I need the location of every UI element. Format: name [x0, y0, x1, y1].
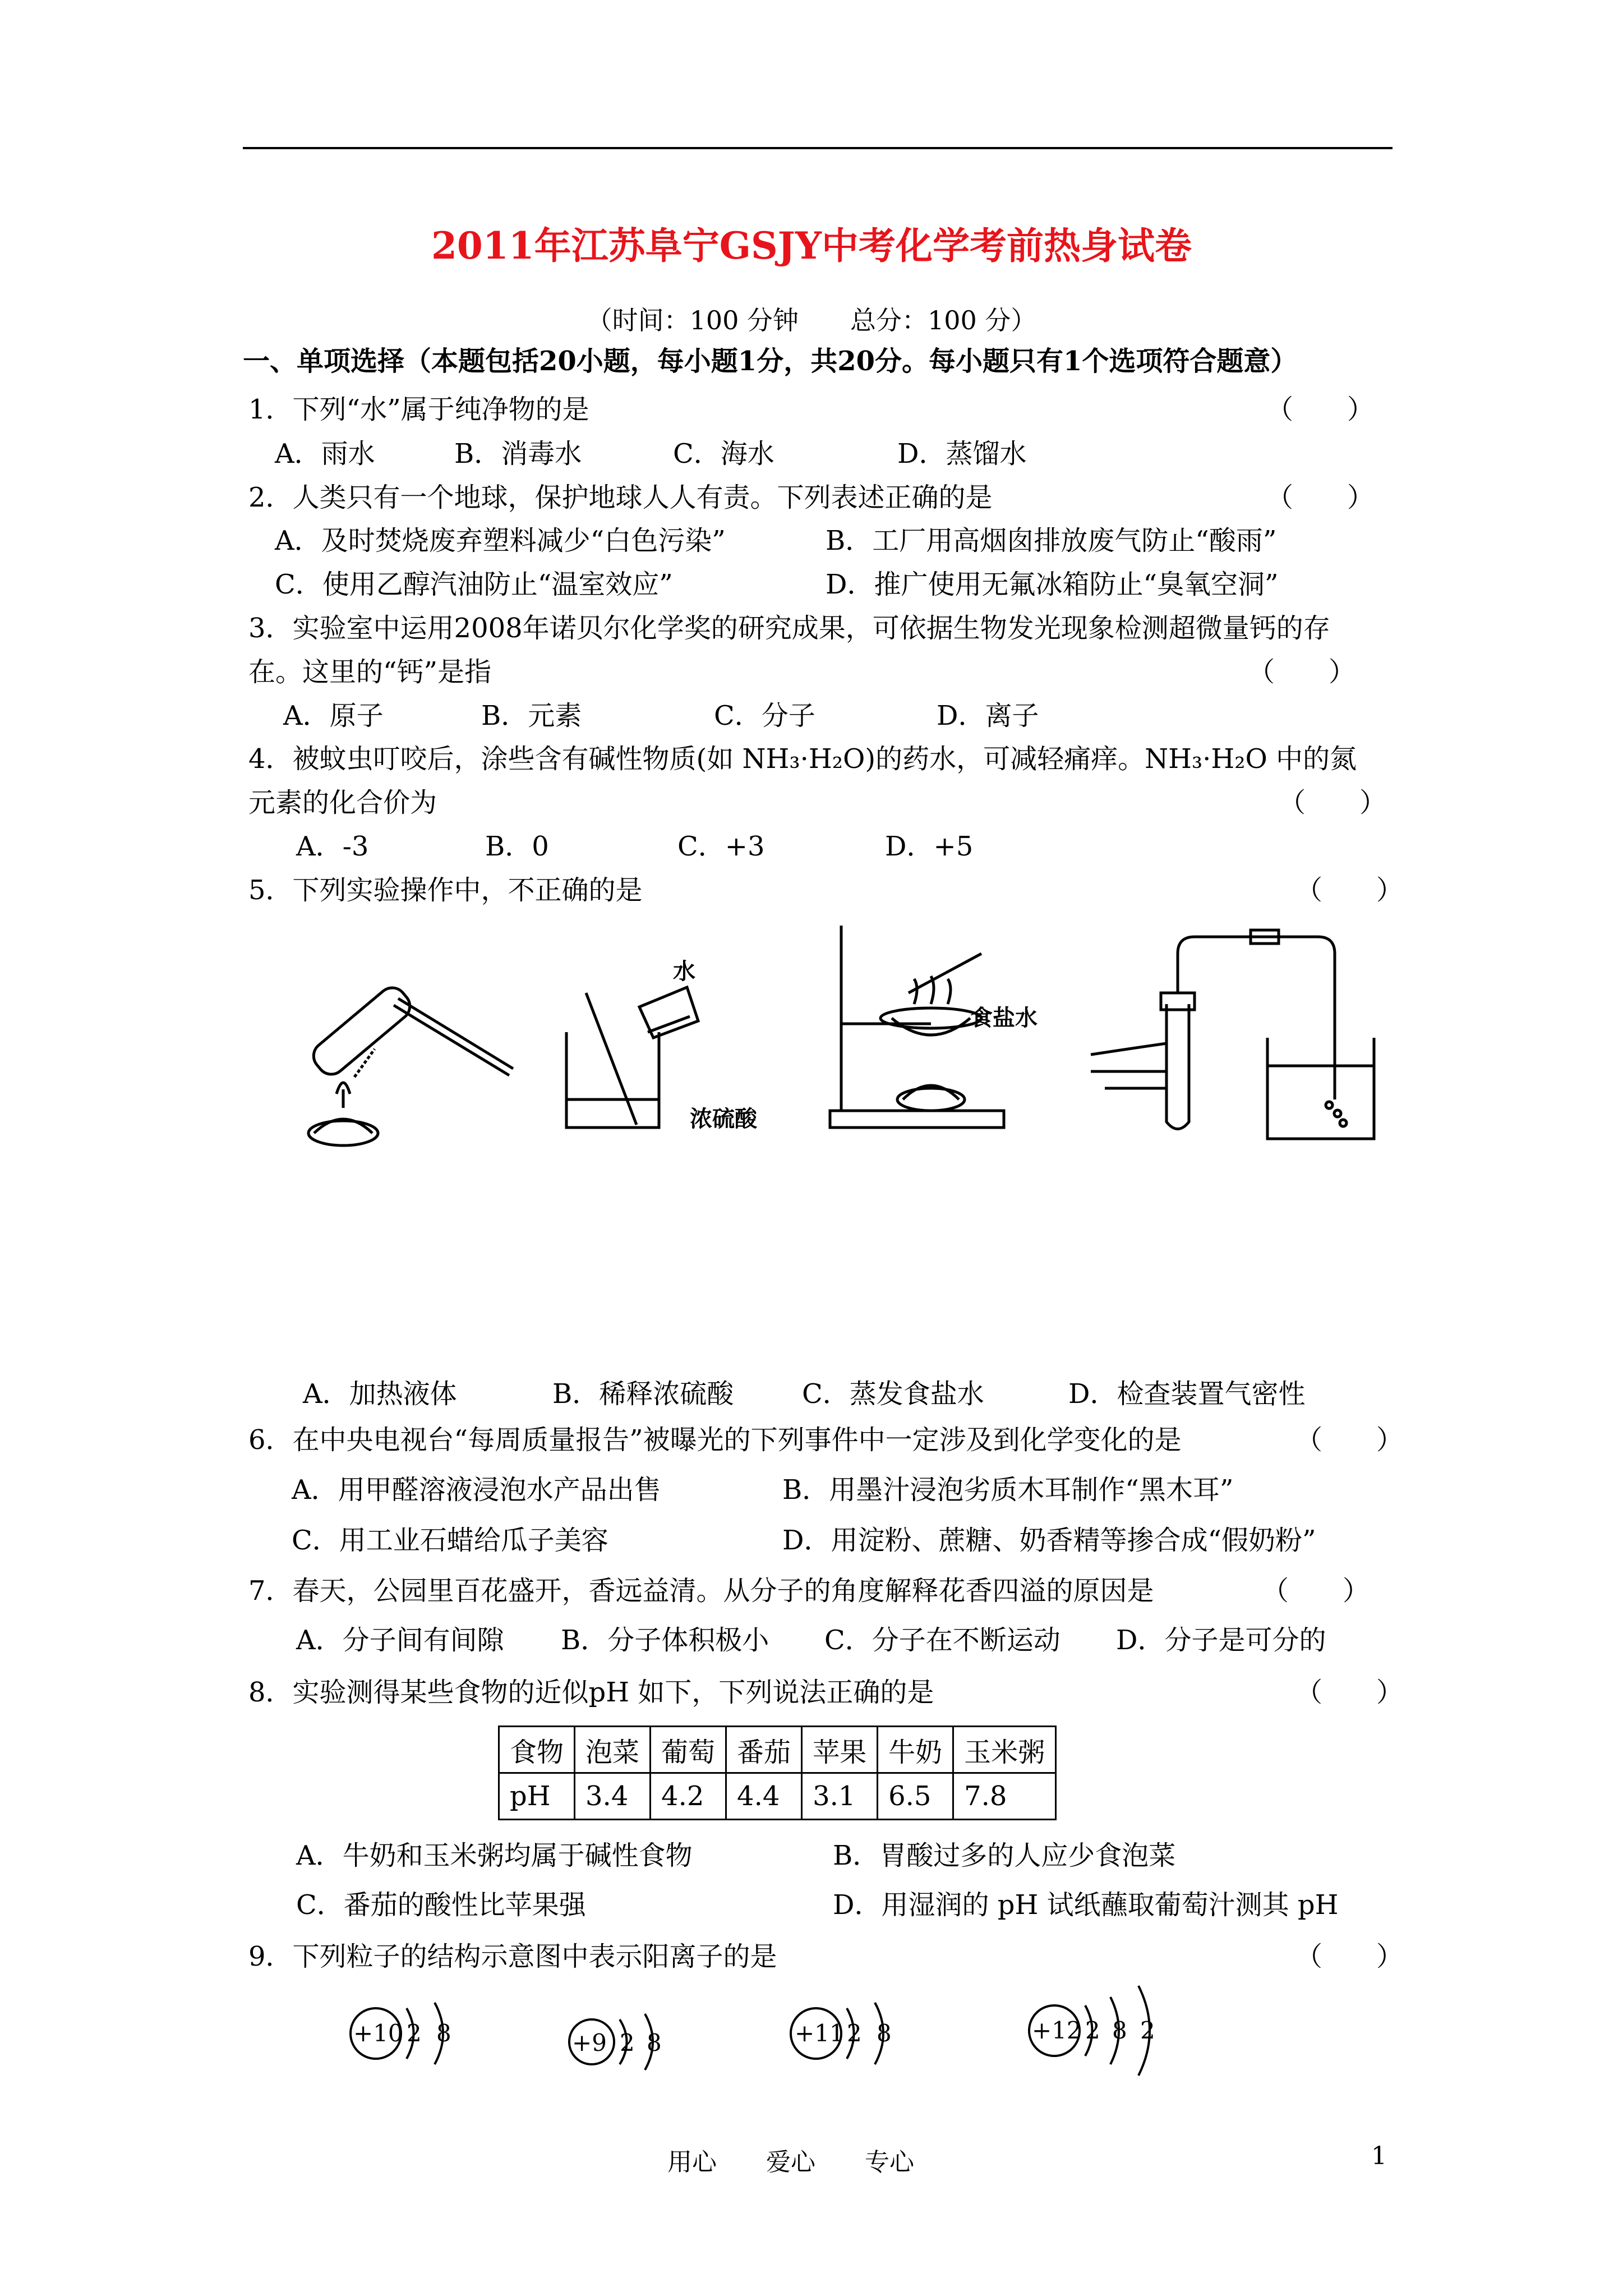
q6-option-c: C．用工业石蜡给瓜子美容	[292, 1525, 608, 1556]
table-cell: pH	[499, 1773, 575, 1820]
question-4-stem-cont: 元素的化合价为	[248, 787, 437, 818]
answer-bracket: （ ）	[1295, 1677, 1404, 1708]
q7-option-c: C．分子在不断运动	[824, 1625, 1061, 1656]
q6-option-a: A．用甲醛溶液浸泡水产品出售	[292, 1474, 661, 1506]
question-6-stem: 6．在中央电视台“每周质量报告”被曝光的下列事件中一定涉及到化学变化的是	[248, 1424, 1182, 1456]
nucleus-charge: +11	[795, 2019, 845, 2047]
q3-option-b: B．元素	[481, 700, 582, 731]
table-cell: 番茄	[726, 1727, 802, 1773]
shell-electrons: 2	[1140, 2017, 1155, 2044]
table-cell: 4.2	[651, 1773, 726, 1820]
answer-bracket: （ ）	[1262, 1575, 1370, 1607]
q7-option-d: D．分子是可分的	[1116, 1625, 1326, 1656]
q1-option-c: C．海水	[673, 438, 774, 470]
atom-diagram-d	[1015, 1975, 1206, 2087]
salt-water-label: 食盐水	[970, 1005, 1038, 1031]
q5-option-b: B．稀释浓硫酸	[552, 1378, 734, 1410]
ph-table	[498, 1726, 1057, 1820]
atom-diagram-b	[561, 1997, 707, 2087]
table-cell: 3.1	[802, 1773, 878, 1820]
atom-diagram-c	[777, 1989, 945, 2078]
answer-bracket: （ ）	[1295, 1424, 1404, 1456]
nucleus-charge: +9	[572, 2029, 607, 2056]
page-number: 1	[1371, 2142, 1387, 2170]
answer-bracket: （ ）	[1279, 787, 1387, 818]
q2-option-d: D．推广使用无氟冰箱防止“臭氧空洞”	[826, 569, 1279, 600]
q8-option-d: D．用湿润的 pH 试纸蘸取葡萄汁测其 pH	[833, 1889, 1339, 1921]
q7-option-b: B．分子体积极小	[561, 1625, 769, 1656]
section-heading: 一、单项选择（本题包括20小题，每小题1分，共20分。每小题只有1个选项符合题意）	[243, 346, 1298, 377]
question-9-stem: 9．下列粒子的结构示意图中表示阳离子的是	[248, 1941, 777, 1972]
shell-electrons: 8	[877, 2019, 892, 2047]
table-cell: 玉米粥	[953, 1727, 1056, 1773]
nucleus-charge: +10	[353, 2019, 403, 2047]
shell-electrons: 8	[1112, 2017, 1127, 2044]
q6-option-b: B．用墨汁浸泡劣质木耳制作“黑木耳”	[782, 1474, 1234, 1506]
table-cell: 葡萄	[651, 1727, 726, 1773]
answer-bracket: （ ）	[1295, 1941, 1404, 1972]
answer-bracket: （ ）	[1295, 875, 1404, 906]
table-row	[499, 1773, 1056, 1820]
table-cell: 牛奶	[878, 1727, 953, 1773]
shell-electrons: 2	[847, 2019, 862, 2047]
atom-diagram-a	[336, 1989, 505, 2078]
heating-liquid-figure	[292, 965, 527, 1156]
shell-electrons: 2	[620, 2029, 635, 2056]
q1-option-d: D．蒸馏水	[897, 438, 1027, 470]
table-cell: 6.5	[878, 1773, 953, 1820]
table-cell: 苹果	[802, 1727, 878, 1773]
q3-option-a: A．原子	[283, 700, 384, 731]
q6-option-d: D．用淀粉、蔗糖、奶香精等掺合成“假奶粉”	[782, 1525, 1316, 1556]
airtightness-figure	[1082, 920, 1385, 1144]
header-rule	[243, 147, 1393, 149]
q8-option-a: A．牛奶和玉米粥均属于碱性食物	[296, 1840, 693, 1871]
question-1-stem: 1．下列“水”属于纯净物的是	[248, 394, 589, 425]
question-7-stem: 7．春天，公园里百花盛开，香远益清。从分子的角度解释花香四溢的原因是	[248, 1575, 1154, 1607]
acid-label: 浓硫酸	[690, 1106, 757, 1132]
q2-option-c: C．使用乙醇汽油防止“温室效应”	[275, 569, 673, 600]
q4-option-a: A．-3	[296, 831, 369, 862]
question-8-stem: 8．实验测得某些食物的近似pH 如下，下列说法正确的是	[248, 1677, 934, 1708]
footer-motto: 用心 爱心 专心	[667, 2148, 914, 2177]
table-cell: 泡菜	[575, 1727, 651, 1773]
q3-option-d: D．离子	[937, 700, 1039, 731]
question-5-stem: 5．下列实验操作中，不正确的是	[248, 875, 643, 906]
q5-option-a: A．加热液体	[303, 1378, 457, 1410]
q1-option-b: B．消毒水	[454, 438, 582, 470]
shell-electrons: 2	[1085, 2017, 1100, 2044]
table-row	[499, 1727, 1056, 1773]
q2-option-b: B．工厂用高烟囱排放废气防止“酸雨”	[826, 525, 1277, 556]
shell-electrons: 8	[647, 2029, 662, 2056]
exam-time-score: （时间：100 分钟 总分：100 分）	[586, 305, 1037, 335]
question-3-stem: 3．实验室中运用2008年诺贝尔化学奖的研究成果，可依据生物发光现象检测超微量钙的存	[248, 613, 1330, 644]
q4-option-d: D．+5	[885, 831, 974, 862]
q5-option-c: C．蒸发食盐水	[802, 1378, 984, 1410]
q1-option-a: A．雨水	[275, 438, 375, 470]
answer-bracket: （ ）	[1266, 394, 1375, 425]
question-3-stem-cont: 在。这里的“钙”是指	[248, 656, 492, 688]
q8-option-b: B．胃酸过多的人应少食泡菜	[833, 1840, 1176, 1871]
q3-option-c: C．分子	[714, 700, 815, 731]
answer-bracket: （ ）	[1248, 656, 1356, 688]
q2-option-a: A．及时焚烧废弃塑料减少“白色污染”	[275, 525, 726, 556]
q7-option-a: A．分子间有间隙	[296, 1625, 504, 1656]
table-cell: 食物	[499, 1727, 575, 1773]
q5-option-d: D．检查装置气密性	[1068, 1378, 1306, 1410]
table-cell: 4.4	[726, 1773, 802, 1820]
q4-option-b: B．0	[485, 831, 549, 862]
water-label: 水	[673, 958, 695, 984]
table-cell: 7.8	[953, 1773, 1056, 1820]
q4-option-c: C．+3	[677, 831, 765, 862]
answer-bracket: （ ）	[1266, 482, 1375, 513]
nucleus-charge: +12	[1032, 2017, 1082, 2044]
q8-option-c: C．番茄的酸性比苹果强	[296, 1889, 586, 1921]
shell-electrons: 2	[407, 2019, 422, 2047]
question-2-stem: 2．人类只有一个地球，保护地球人人有责。下列表述正确的是	[248, 482, 993, 513]
page-title: 2011年江苏阜宁GSJY中考化学考前热身试卷	[431, 224, 1192, 268]
table-cell: 3.4	[575, 1773, 651, 1820]
question-4-stem: 4．被蚊虫叮咬后，涂些含有碱性物质(如 NH₃·H₂O)的药水，可减轻痛痒。NH₃·H₂O 中的氮	[248, 743, 1357, 775]
shell-electrons: 8	[436, 2019, 451, 2047]
